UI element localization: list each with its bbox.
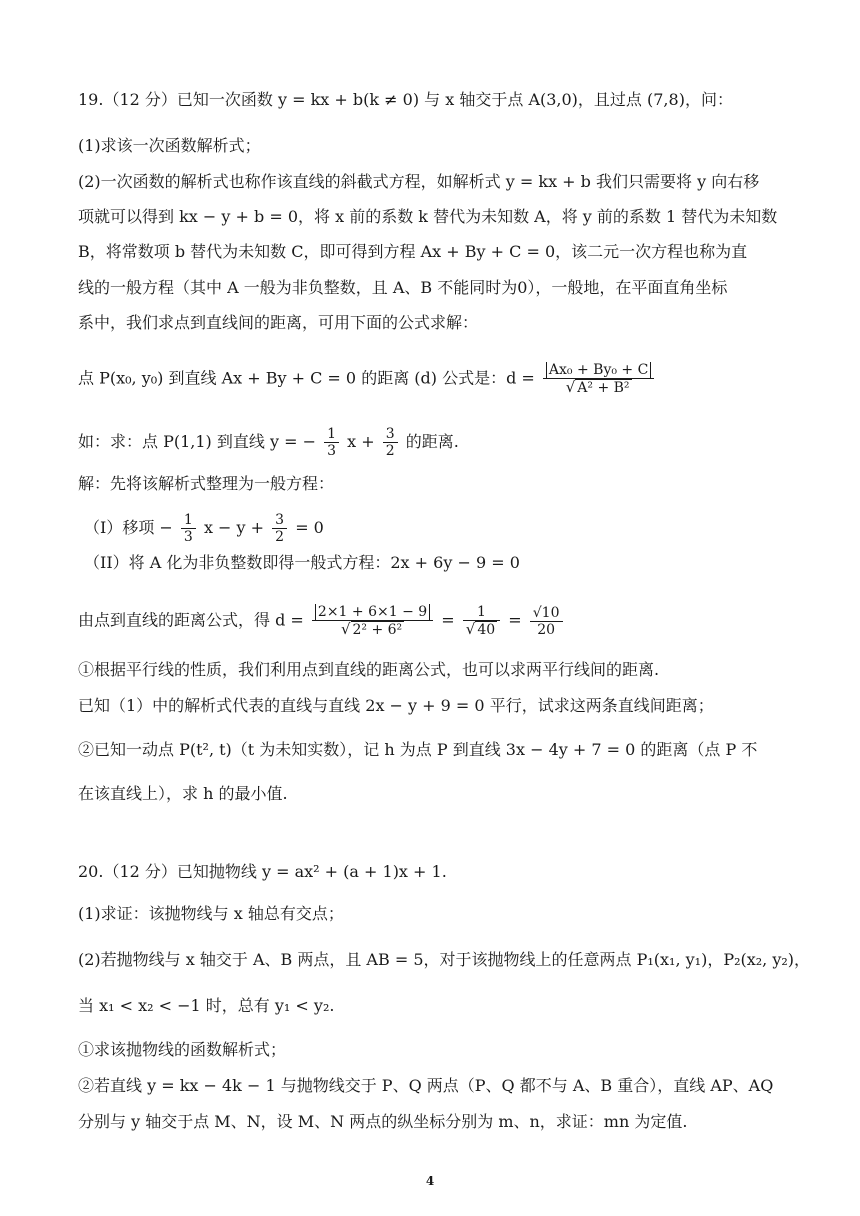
fraction-denominator: 2² + 6² [352, 622, 403, 638]
formula-fraction: $\frac{\text{Ax₀ + By₀ + C}}{\text{√ A² + B²}}$ [543, 362, 654, 396]
fraction-denominator: 2 [275, 529, 285, 545]
fraction-numerator: 3 [383, 426, 398, 443]
solution-intro: 解：先将该解析式整理为一般方程： [78, 474, 335, 493]
fraction-numerator: 1 [463, 604, 500, 621]
q20-sub2-line1: ②若直线 y = kx − 4k − 1 与抛物线交于 P、Q 两点（P、Q 都不与 A、B 重合），直线 AP、AQ [78, 1076, 774, 1095]
q20-sub2-line2: 分别与 y 轴交于点 M、N，设 M、N 两点的纵坐标分别为 m、n，求证：mn 为定值. [78, 1112, 688, 1131]
q19-sub1-line1: ①根据平行线的性质，我们利用点到直线的距离公式，也可以求两平行线间的距离. [78, 660, 660, 679]
fraction-numerator: 1 [181, 512, 196, 529]
q19-part2-line1: (2)一次函数的解析式也称作该直线的斜截式方程，如解析式 y = kx + b 我们只需要将 y 向右移 [78, 172, 760, 191]
distance-fraction-2: $\frac{1}{√ 40}$ [463, 604, 500, 638]
example-text: 如：求：点 P(1,1) 到直线 y = − [78, 432, 316, 451]
fraction-denominator: 3 [183, 529, 193, 545]
example-fraction-2 [383, 426, 398, 459]
step1-text-mid: x − y + [203, 518, 265, 537]
distance-calculation [78, 604, 758, 638]
step1-fraction-2 [272, 512, 287, 545]
fraction-numerator: 1 [324, 426, 339, 443]
distance-fraction-3 [530, 605, 563, 638]
q19-sub2-line2: 在该直线上），求 h 的最小值. [78, 784, 288, 803]
q20-sub1: ①求该抛物线的函数解析式； [78, 1040, 287, 1059]
q20-part2-line1: (2)若抛物线与 x 轴交于 A、B 两点，且 AB = 5，对于该抛物线上的任意两点 P₁(x₁, y₁)，P₂(x₂, y₂)， [78, 950, 811, 969]
example-fraction-1 [324, 426, 339, 459]
fraction-numerator: 2×1 + 6×1 − 9 [315, 604, 430, 620]
formula-numerator: Ax₀ + By₀ + C [546, 362, 651, 378]
q19-heading: 19.（12 分）已知一次函数 y = kx + b(k ≠ 0) 与 x 轴交于点 A(3,0)，且过点 (7,8)，问： [78, 90, 733, 109]
formula-text: 点 P(x₀, y₀) 到直线 Ax + By + C = 0 的距离 (d) 公式是：d = [78, 368, 535, 388]
example-text-end: 的距离. [405, 432, 459, 451]
solution-step1 [84, 512, 764, 545]
distance-formula [78, 362, 758, 396]
step1-text: （I）移项 − [84, 518, 173, 537]
q20-part2-line2: 当 x₁ < x₂ < −1 时，总有 y₁ < y₂. [78, 996, 335, 1015]
fraction-numerator: √10 [530, 605, 563, 622]
page-number: 4 [425, 1174, 435, 1188]
q20-heading: 20.（12 分）已知抛物线 y = ax² + (a + 1)x + 1. [78, 862, 447, 881]
q19-part2-line4: 线的一般方程（其中 A 一般为非负整数，且 A、B 不能同时为0），一般地，在平面直角坐标 [78, 278, 728, 297]
fraction-denominator: 40 [477, 622, 496, 638]
q19-sub2-line1: ②已知一动点 P(t², t)（t 为未知实数），记 h 为点 P 到直线 3x − 4y + 7 = 0 的距离（点 P 不 [78, 740, 758, 759]
q19-part2-line3: B，将常数项 b 替代为未知数 C，即可得到方程 Ax + By + C = 0，该二元一次方程也称为直 [78, 242, 748, 261]
fraction-denominator: 3 [327, 443, 336, 459]
equals-sign: = [441, 610, 455, 630]
example-line [78, 426, 758, 459]
q19-part2-line5: 系中，我们求点到直线间的距离，可用下面的公式求解： [78, 313, 479, 332]
distance-fraction-1: $\frac{2\times 1 + 6\times 1 - 9}{\text{√ 2² + 6²}}$ [312, 604, 433, 638]
q19-part1: (1)求该一次函数解析式； [78, 136, 261, 155]
fraction-denominator: 20 [537, 621, 556, 638]
equals-sign: = [508, 610, 522, 630]
step1-text-end: = 0 [295, 518, 324, 537]
distance-text: 由点到直线的距离公式，得 d = [78, 610, 304, 630]
solution-step2: （II）将 A 化为非负整数即得一般式方程：2x + 6y − 9 = 0 [84, 553, 520, 572]
q19-sub1-line2: 已知（1）中的解析式代表的直线与直线 2x − y + 9 = 0 平行，试求这两条直线间距离； [78, 696, 714, 715]
q19-part2-line2: 项就可以得到 kx − y + b = 0，将 x 前的系数 k 替代为未知数 A，将 y 前的系数 1 替代为未知数 [78, 207, 778, 226]
example-text-mid: x + [347, 432, 375, 451]
step1-fraction-1 [181, 512, 196, 545]
fraction-denominator: 2 [385, 443, 395, 459]
fraction-numerator: 3 [272, 512, 287, 529]
q20-part1: (1)求证：该抛物线与 x 轴总有交点； [78, 904, 344, 923]
formula-denominator: A² + B² [577, 380, 630, 396]
